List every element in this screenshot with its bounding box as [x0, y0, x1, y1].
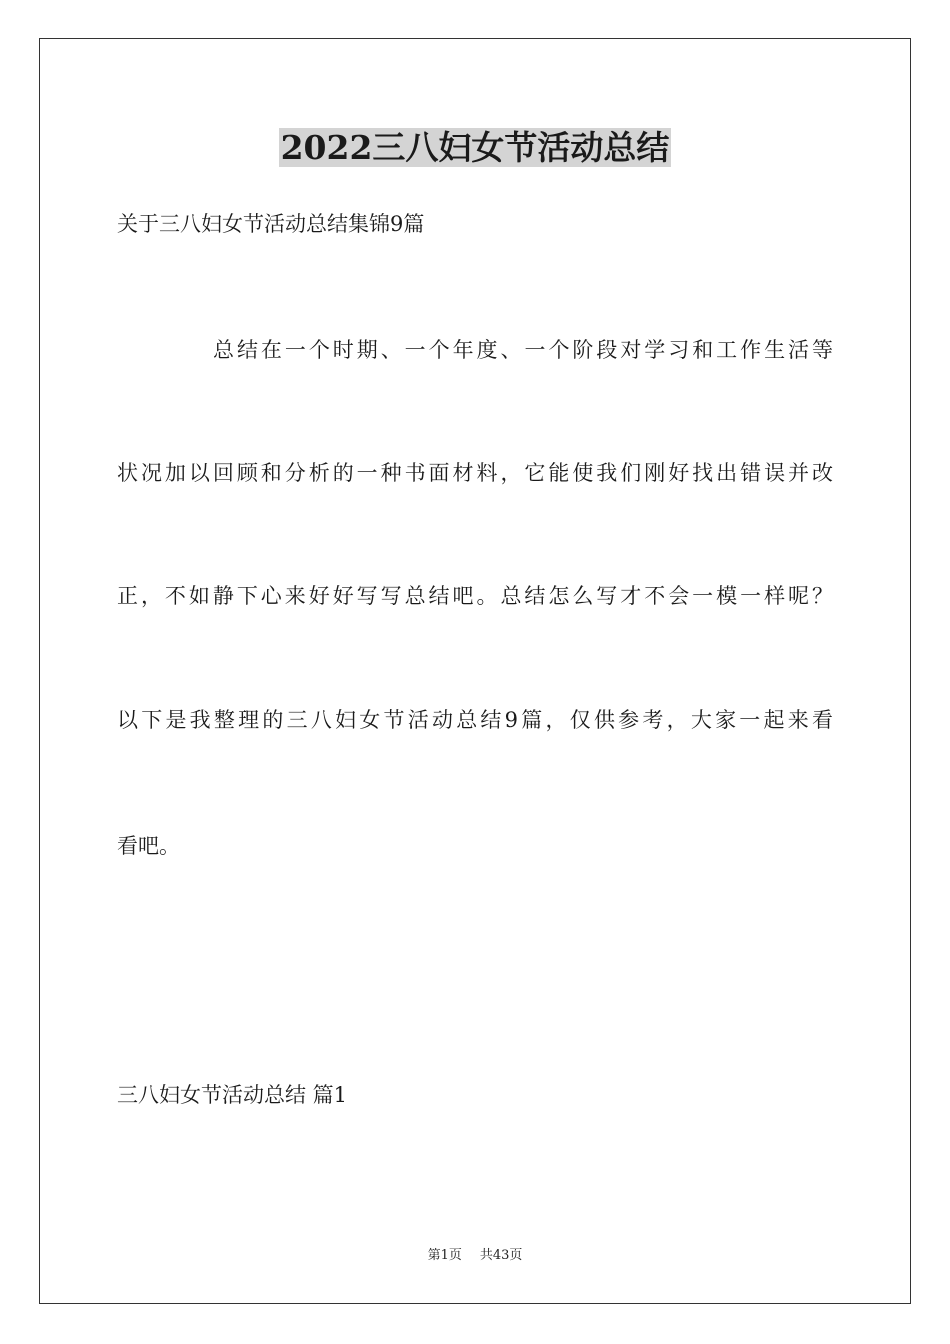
intro-line-3: 正，不如静下心来好好写写总结吧。总结怎么写才不会一模一样呢？: [117, 584, 833, 608]
page-total: 共43页: [479, 1248, 523, 1263]
intro-line-4: 以下是我整理的三八妇女节活动总结9篇，仅供参考，大家一起来看: [117, 708, 833, 732]
document-title: [0, 126, 950, 170]
document-title-text: 2022三八妇女节活动总结: [280, 128, 670, 167]
intro-line-2: 状况加以回顾和分析的一种书面材料，它能使我们刚好找出错误并改: [117, 461, 833, 485]
document-subtitle: 关于三八妇女节活动总结集锦9篇: [117, 212, 425, 236]
page-number: 第1页: [427, 1248, 462, 1263]
page-footer: [0, 1246, 950, 1266]
section-heading: 三八妇女节活动总结 篇1: [117, 1083, 348, 1107]
intro-line-1: 总结在一个时期、一个年度、一个阶段对学习和工作生活等: [213, 338, 833, 362]
intro-line-5: 看吧。: [117, 834, 180, 858]
